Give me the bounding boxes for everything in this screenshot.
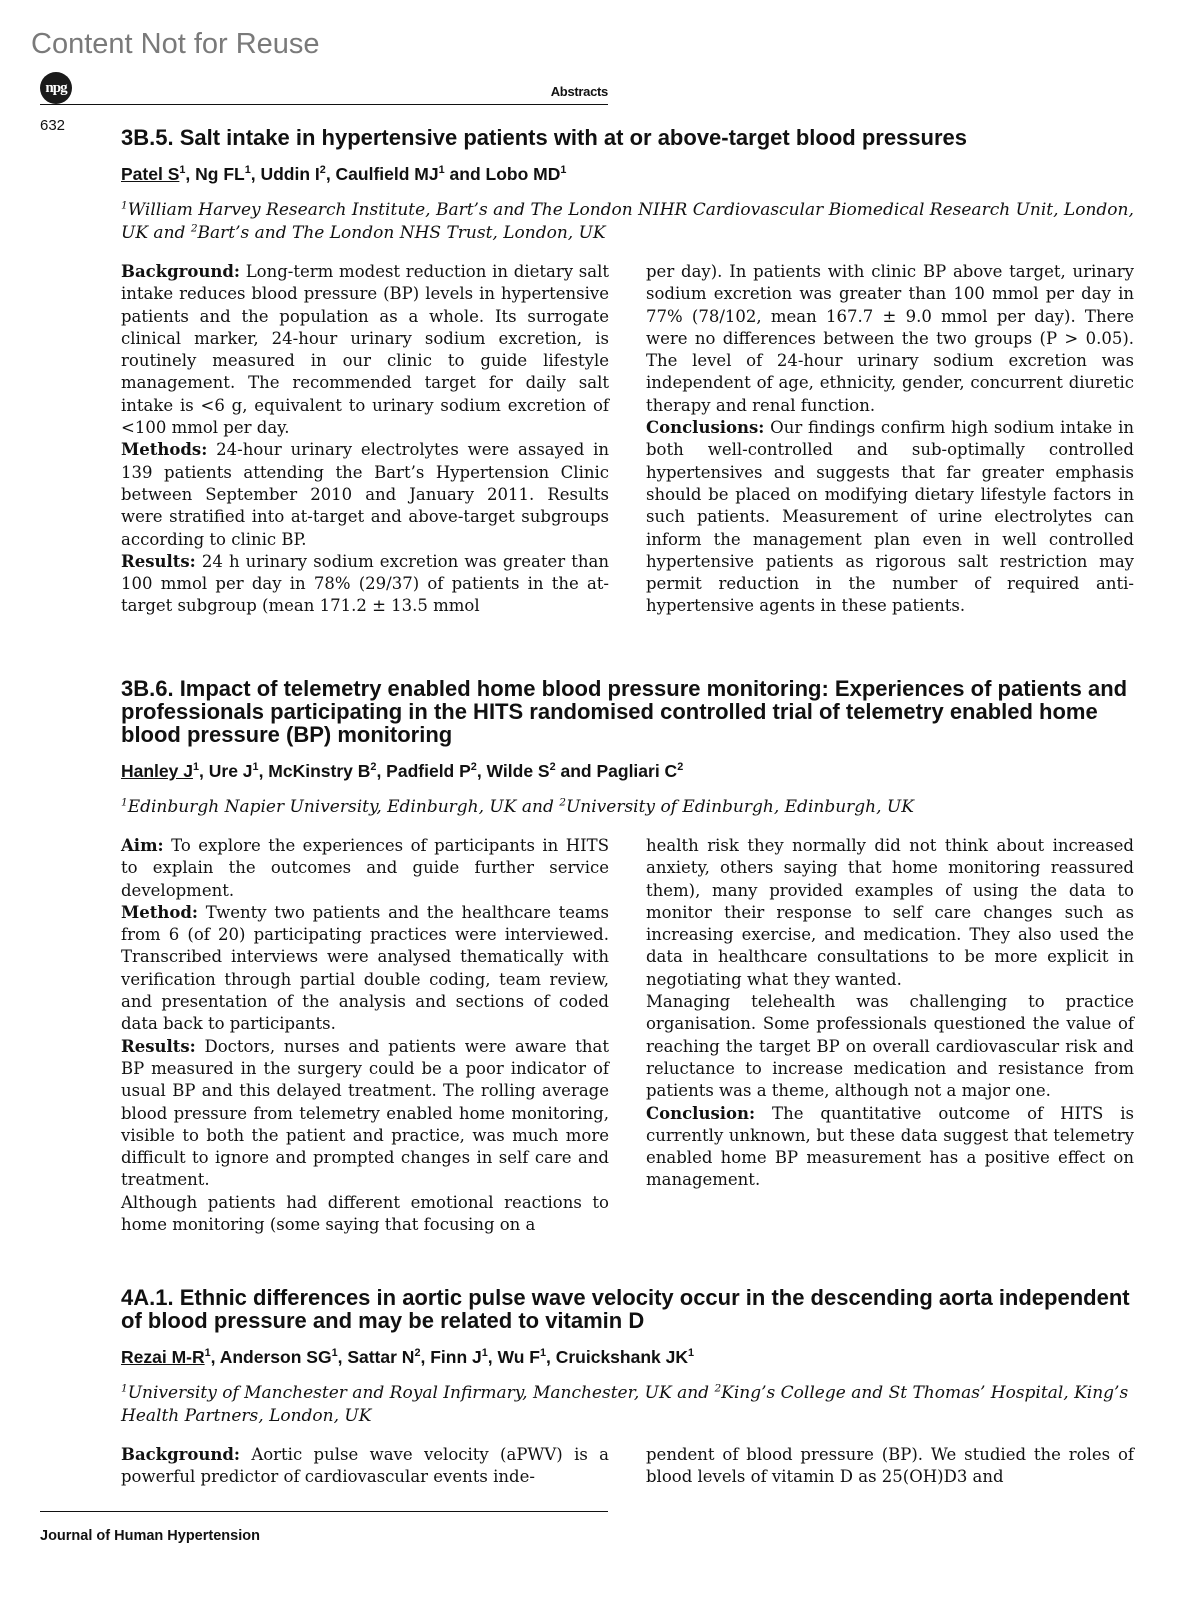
- author: Pagliari C: [596, 761, 678, 781]
- affiliations: $^1$Edinburgh Napier University, Edinburgh, UK and $^2$University of Edinburgh, Edinburgh, UK: [121, 796, 914, 817]
- page-number: 632: [40, 117, 66, 134]
- affiliations: $^1$William Harvey Research Institute, Bart’s and The London NIHR Cardiovascular Biomedical Research Unit, London, UK and $^2$Bart’s and The London NHS Trust, London, UK: [121, 199, 1134, 243]
- abstract-body: [121, 835, 1134, 1236]
- author: Padfield P: [386, 761, 471, 781]
- paragraph: Managing telehealth was challenging to practice organisation. Some professionals questioned the value of reaching the target BP on overall cardiovascular risk and reluctance to increase medication and resistance from patients was a theme, although not a major one.: [646, 992, 1134, 1101]
- paragraph: per day). In patients with clinic BP above target, urinary sodium excretion was greater than 100 mmol per day in 77% (78/102, mean 167.7 ± 9.0 mmol per day). There were no differences between the two groups (P > 0.05). The level of 24-hour urinary sodium excretion was independent of age, ethnicity, gender, concurrent diuretic therapy and renal function.: [646, 262, 1134, 415]
- npg-logo: npg: [40, 72, 72, 104]
- author: Anderson SG: [219, 1347, 332, 1367]
- left-column: [121, 1444, 609, 1489]
- first-author: Rezai M-R: [121, 1347, 205, 1367]
- watermark: Content Not for Reuse: [31, 28, 320, 60]
- paragraph: Conclusions: Our findings confirm high sodium intake in both well-controlled and sub-optimally controlled hypertensives and suggests that far greater emphasis should be placed on modifying dietary lifestyle factors in such patients. Measurement of urine electrolytes can inform the management plan even in well controlled hypertensive patients as rigorous salt restriction may permit reduction in the number of required anti-hypertensive agents in these patients.: [646, 418, 1134, 616]
- abstract-body: [121, 1444, 1134, 1489]
- abstract-3b6: [121, 677, 1134, 1236]
- footer-divider: [40, 1511, 608, 1512]
- abstract-body: [121, 261, 1134, 618]
- author: Wilde S: [486, 761, 550, 781]
- paragraph: health risk they normally did not think about increased anxiety, others saying that home monitoring reassured them), many provided examples of using the data to monitor their response to self care changes such as increasing exercise, and medication. They also used the data in healthcare consultations to be more explicit in negotiating what they wanted.: [646, 836, 1134, 989]
- first-author: Hanley J: [121, 761, 193, 781]
- author: Lobo MD: [485, 164, 561, 184]
- author: Finn J: [430, 1347, 482, 1367]
- right-column: [646, 1444, 1134, 1489]
- abstract-title: 4A.1. Ethnic differences in aortic pulse wave velocity occur in the descending aorta independent of blood pressure and may be related to vitamin D: [121, 1285, 1130, 1333]
- paragraph: Conclusion: The quantitative outcome of HITS is currently unknown, but these data suggest that telemetry enabled home BP measurement has a positive effect on management.: [646, 1103, 1134, 1190]
- paragraph: pendent of blood pressure (BP). We studied the roles of blood levels of vitamin D as 25(OH)D3 and: [646, 1445, 1134, 1487]
- author: Ng FL: [195, 164, 245, 184]
- abstract-title: 3B.6. Impact of telemetry enabled home blood pressure monitoring: Experiences of patients and professionals participating in the HITS randomised controlled trial of telemetry enabled home blood pressure (BP) monitoring: [121, 676, 1128, 747]
- paragraph: Aim: To explore the experiences of participants in HITS to explain the outcomes and guide further service development.: [121, 836, 609, 900]
- paragraph: Methods: 24-hour urinary electrolytes were assayed in 139 patients attending the Bart’s Hypertension Clinic between September 2010 and January 2011. Results were stratified into at-target and above-target subgroups according to clinic BP.: [121, 440, 609, 549]
- abstract-4a1: [121, 1286, 1134, 1489]
- abstract-3b5: [121, 126, 1134, 618]
- author: Wu F: [497, 1347, 540, 1367]
- paragraph: Background: Long-term modest reduction in dietary salt intake reduces blood pressure (BP) levels in hypertensive patients and the population as a whole. Its surrogate clinical marker, 24-hour urinary sodium excretion, is routinely measured in our clinic to guide lifestyle management. The recommended target for daily salt intake is <6 g, equivalent to urinary sodium excretion of <100 mmol per day.: [121, 262, 609, 438]
- footer-journal-name: Journal of Human Hypertension: [40, 1528, 260, 1544]
- right-column: [646, 261, 1134, 618]
- abstract-title: 3B.5. Salt intake in hypertensive patients with at or above-target blood pressures: [121, 125, 968, 150]
- paragraph: Although patients had different emotional reactions to home monitoring (some saying that focusing on a: [121, 1192, 609, 1235]
- paragraph: Results: Doctors, nurses and patients were aware that BP measured in the surgery could be a poor indicator of usual BP and this delayed treatment. The rolling average blood pressure from telemetry enabled home monitoring, visible to both the patient and practice, was much more difficult to ignore and prompted changes in self care and treatment.: [121, 1036, 609, 1190]
- running-head: Abstracts: [40, 84, 608, 105]
- paragraph: Results: 24 h urinary sodium excretion was greater than 100 mmol per day in 78% (29/37) of patients in the at-target subgroup (mean 171.2 ± 13.5 mmol: [121, 551, 609, 616]
- author: Uddin I: [260, 164, 320, 184]
- affiliations: $^1$University of Manchester and Royal Infirmary, Manchester, UK and $^2$King’s College and St Thomas’ Hospital, King’s Health Partners, London, UK: [121, 1382, 1129, 1426]
- author: McKinstry B: [268, 761, 371, 781]
- left-column: [121, 835, 609, 1236]
- author-list: Hanley $J^1$, Ure $J^1$, McKinstry $B^2$, Padfield $P^2$, Wilde $S^2$ and Pagliari $C^2$: [121, 761, 684, 781]
- left-column: [121, 261, 609, 618]
- author: Sattar N: [347, 1347, 415, 1367]
- author-list: Rezai $M-R^1$, Anderson $SG^1$, Sattar $N^2$, Finn $J^1$, Wu $F^1$, Cruickshank $JK^1$: [121, 1347, 695, 1367]
- paragraph: Method: Twenty two patients and the healthcare teams from 6 (of 20) participating practices were interviewed. Transcribed interviews were analysed thematically with verification through partial double coding, team review, and presentation of the analysis and sections of coded data back to participants.: [121, 902, 609, 1034]
- right-column: [646, 835, 1134, 1236]
- first-author: Patel S: [121, 164, 180, 184]
- author: Caulfield MJ: [335, 164, 439, 184]
- author: Cruickshank JK: [555, 1347, 688, 1367]
- paragraph: Background: Aortic pulse wave velocity (aPWV) is a powerful predictor of cardiovascular events inde-: [121, 1445, 609, 1487]
- author-list: Patel $S^1$, Ng $FL^1$, Uddin $I^2$, Caulfield $MJ^1$ and Lobo $MD^1$: [121, 164, 567, 184]
- author: Ure J: [208, 761, 253, 781]
